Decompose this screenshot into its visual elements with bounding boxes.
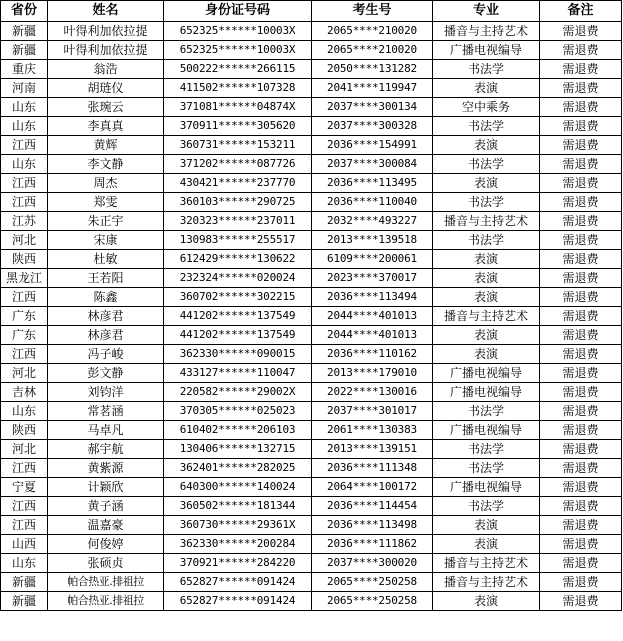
remark-cell[interactable]: 需退费 bbox=[540, 307, 622, 326]
name-cell[interactable]: 朱正宇 bbox=[48, 212, 164, 231]
province-cell[interactable]: 河北 bbox=[1, 231, 48, 250]
remark-cell[interactable]: 需退费 bbox=[540, 174, 622, 193]
exam-number-cell[interactable]: 6109****200061 bbox=[312, 250, 433, 269]
province-cell[interactable]: 新疆 bbox=[1, 592, 48, 611]
table-row bbox=[1, 174, 622, 193]
table-row bbox=[1, 193, 622, 212]
table-row bbox=[1, 269, 622, 288]
province-cell[interactable]: 河北 bbox=[1, 364, 48, 383]
province-cell[interactable]: 江西 bbox=[1, 345, 48, 364]
exam-number-cell[interactable]: 2065****210020 bbox=[312, 41, 433, 60]
exam-number-cell[interactable]: 2013****139151 bbox=[312, 440, 433, 459]
name-cell[interactable]: 计颖欣 bbox=[48, 478, 164, 497]
major-cell[interactable]: 表演 bbox=[433, 79, 540, 98]
province-cell[interactable]: 江西 bbox=[1, 516, 48, 535]
major-cell[interactable]: 空中乘务 bbox=[433, 98, 540, 117]
major-cell[interactable]: 广播电视编导 bbox=[433, 383, 540, 402]
province-cell[interactable]: 新疆 bbox=[1, 22, 48, 41]
exam-number-cell[interactable]: 2065****250258 bbox=[312, 573, 433, 592]
table-row bbox=[1, 497, 622, 516]
province-cell[interactable]: 山东 bbox=[1, 554, 48, 573]
exam-number-cell[interactable]: 2036****113498 bbox=[312, 516, 433, 535]
id-number-cell[interactable]: 320323******237011 bbox=[164, 212, 312, 231]
exam-number-cell[interactable]: 2036****110040 bbox=[312, 193, 433, 212]
province-cell[interactable]: 山东 bbox=[1, 98, 48, 117]
id-number-cell[interactable]: 360731******153211 bbox=[164, 136, 312, 155]
remark-cell[interactable]: 需退费 bbox=[540, 364, 622, 383]
province-cell[interactable]: 山西 bbox=[1, 535, 48, 554]
remark-cell[interactable]: 需退费 bbox=[540, 478, 622, 497]
table-row bbox=[1, 402, 622, 421]
header-name[interactable]: 姓名 bbox=[48, 1, 164, 22]
remark-cell[interactable]: 需退费 bbox=[540, 79, 622, 98]
table-row bbox=[1, 516, 622, 535]
id-number-cell[interactable]: 360502******181344 bbox=[164, 497, 312, 516]
province-cell[interactable]: 宁夏 bbox=[1, 478, 48, 497]
id-number-cell[interactable]: 500222******266115 bbox=[164, 60, 312, 79]
table-row bbox=[1, 345, 622, 364]
remark-cell[interactable]: 需退费 bbox=[540, 345, 622, 364]
major-cell[interactable]: 广播电视编导 bbox=[433, 41, 540, 60]
province-cell[interactable]: 江西 bbox=[1, 497, 48, 516]
id-number-cell[interactable]: 433127******110047 bbox=[164, 364, 312, 383]
name-cell[interactable]: 李文静 bbox=[48, 155, 164, 174]
exam-number-cell[interactable]: 2036****113494 bbox=[312, 288, 433, 307]
id-number-cell[interactable]: 362401******282025 bbox=[164, 459, 312, 478]
id-number-cell[interactable]: 360730******29361X bbox=[164, 516, 312, 535]
province-cell[interactable]: 陕西 bbox=[1, 421, 48, 440]
table-row bbox=[1, 383, 622, 402]
id-number-cell[interactable]: 652325******10003X bbox=[164, 41, 312, 60]
province-cell[interactable]: 吉林 bbox=[1, 383, 48, 402]
name-cell[interactable]: 宋康 bbox=[48, 231, 164, 250]
table-row bbox=[1, 231, 622, 250]
remark-cell[interactable]: 需退费 bbox=[540, 497, 622, 516]
major-cell[interactable]: 书法学 bbox=[433, 193, 540, 212]
major-cell[interactable]: 书法学 bbox=[433, 402, 540, 421]
major-cell[interactable]: 表演 bbox=[433, 326, 540, 345]
id-number-cell[interactable]: 652827******091424 bbox=[164, 592, 312, 611]
id-number-cell[interactable]: 441202******137549 bbox=[164, 307, 312, 326]
remark-cell[interactable]: 需退费 bbox=[540, 383, 622, 402]
name-cell[interactable]: 周杰 bbox=[48, 174, 164, 193]
major-cell[interactable]: 表演 bbox=[433, 516, 540, 535]
table-row bbox=[1, 60, 622, 79]
table-row bbox=[1, 307, 622, 326]
name-cell[interactable]: 温嘉豪 bbox=[48, 516, 164, 535]
province-cell[interactable]: 江西 bbox=[1, 174, 48, 193]
remark-cell[interactable]: 需退费 bbox=[540, 421, 622, 440]
id-number-cell[interactable]: 430421******237770 bbox=[164, 174, 312, 193]
remark-cell[interactable]: 需退费 bbox=[540, 212, 622, 231]
table-row bbox=[1, 212, 622, 231]
id-number-cell[interactable]: 362330******090015 bbox=[164, 345, 312, 364]
id-number-cell[interactable]: 220582******29002X bbox=[164, 383, 312, 402]
table-row bbox=[1, 79, 622, 98]
name-cell[interactable]: 帕合热亚.排祖拉 bbox=[48, 573, 164, 592]
province-cell[interactable]: 江西 bbox=[1, 136, 48, 155]
table-row bbox=[1, 554, 622, 573]
exam-number-cell[interactable]: 2044****401013 bbox=[312, 307, 433, 326]
major-cell[interactable]: 表演 bbox=[433, 136, 540, 155]
province-cell[interactable]: 江西 bbox=[1, 193, 48, 212]
exam-number-cell[interactable]: 2050****131282 bbox=[312, 60, 433, 79]
exam-number-cell[interactable]: 2036****114454 bbox=[312, 497, 433, 516]
major-cell[interactable]: 书法学 bbox=[433, 497, 540, 516]
exam-number-cell[interactable]: 2022****130016 bbox=[312, 383, 433, 402]
exam-number-cell[interactable]: 2037****300020 bbox=[312, 554, 433, 573]
id-number-cell[interactable]: 652325******10003X bbox=[164, 22, 312, 41]
name-cell[interactable]: 翁浩 bbox=[48, 60, 164, 79]
id-number-cell[interactable]: 360103******290725 bbox=[164, 193, 312, 212]
remark-cell[interactable]: 需退费 bbox=[540, 193, 622, 212]
name-cell[interactable]: 张琬云 bbox=[48, 98, 164, 117]
major-cell[interactable]: 广播电视编导 bbox=[433, 478, 540, 497]
table-row bbox=[1, 478, 622, 497]
id-number-cell[interactable]: 370911******305620 bbox=[164, 117, 312, 136]
remark-cell[interactable]: 需退费 bbox=[540, 516, 622, 535]
major-cell[interactable]: 书法学 bbox=[433, 155, 540, 174]
id-number-cell[interactable]: 441202******137549 bbox=[164, 326, 312, 345]
name-cell[interactable]: 李真真 bbox=[48, 117, 164, 136]
name-cell[interactable]: 黄紫源 bbox=[48, 459, 164, 478]
id-number-cell[interactable]: 411502******107328 bbox=[164, 79, 312, 98]
exam-number-cell[interactable]: 2023****370017 bbox=[312, 269, 433, 288]
table-row bbox=[1, 459, 622, 478]
remark-cell[interactable]: 需退费 bbox=[540, 60, 622, 79]
exam-number-cell[interactable]: 2064****100172 bbox=[312, 478, 433, 497]
id-number-cell[interactable]: 130406******132715 bbox=[164, 440, 312, 459]
table-row bbox=[1, 364, 622, 383]
name-cell[interactable]: 叶得利加依拉提 bbox=[48, 22, 164, 41]
name-cell[interactable]: 帕合热亚.排祖拉 bbox=[48, 592, 164, 611]
exam-number-cell[interactable]: 2061****130383 bbox=[312, 421, 433, 440]
remark-cell[interactable]: 需退费 bbox=[540, 250, 622, 269]
remark-cell[interactable]: 需退费 bbox=[540, 402, 622, 421]
id-number-cell[interactable]: 371081******04874X bbox=[164, 98, 312, 117]
province-cell[interactable]: 新疆 bbox=[1, 573, 48, 592]
remark-cell[interactable]: 需退费 bbox=[540, 573, 622, 592]
exam-number-cell[interactable]: 2036****111862 bbox=[312, 535, 433, 554]
name-cell[interactable]: 冯子峻 bbox=[48, 345, 164, 364]
exam-number-cell[interactable]: 2037****300134 bbox=[312, 98, 433, 117]
major-cell[interactable]: 广播电视编导 bbox=[433, 364, 540, 383]
remark-cell[interactable]: 需退费 bbox=[540, 440, 622, 459]
name-cell[interactable]: 郝宇航 bbox=[48, 440, 164, 459]
name-cell[interactable]: 刘钧洋 bbox=[48, 383, 164, 402]
name-cell[interactable]: 马卓凡 bbox=[48, 421, 164, 440]
remark-cell[interactable]: 需退费 bbox=[540, 117, 622, 136]
table-row bbox=[1, 421, 622, 440]
exam-number-cell[interactable]: 2037****301017 bbox=[312, 402, 433, 421]
province-cell[interactable]: 广东 bbox=[1, 326, 48, 345]
remark-cell[interactable]: 需退费 bbox=[540, 535, 622, 554]
province-cell[interactable]: 河南 bbox=[1, 79, 48, 98]
exam-number-cell[interactable]: 2044****401013 bbox=[312, 326, 433, 345]
major-cell[interactable]: 书法学 bbox=[433, 231, 540, 250]
remark-cell[interactable]: 需退费 bbox=[540, 459, 622, 478]
major-cell[interactable]: 表演 bbox=[433, 535, 540, 554]
table-row bbox=[1, 592, 622, 611]
province-cell[interactable]: 江苏 bbox=[1, 212, 48, 231]
table-row bbox=[1, 136, 622, 155]
major-cell[interactable]: 播音与主持艺术 bbox=[433, 212, 540, 231]
remark-cell[interactable]: 需退费 bbox=[540, 288, 622, 307]
province-cell[interactable]: 广东 bbox=[1, 307, 48, 326]
table-row bbox=[1, 250, 622, 269]
name-cell[interactable]: 林彦君 bbox=[48, 307, 164, 326]
name-cell[interactable]: 杜敏 bbox=[48, 250, 164, 269]
province-cell[interactable]: 山东 bbox=[1, 117, 48, 136]
name-cell[interactable]: 胡琏仪 bbox=[48, 79, 164, 98]
remark-cell[interactable]: 需退费 bbox=[540, 136, 622, 155]
remark-cell[interactable]: 需退费 bbox=[540, 22, 622, 41]
name-cell[interactable]: 张硕贞 bbox=[48, 554, 164, 573]
table-row bbox=[1, 326, 622, 345]
id-number-cell[interactable]: 360702******302215 bbox=[164, 288, 312, 307]
id-number-cell[interactable]: 652827******091424 bbox=[164, 573, 312, 592]
header-id-number[interactable]: 身份证号码 bbox=[164, 1, 312, 22]
province-cell[interactable]: 黑龙江 bbox=[1, 269, 48, 288]
major-cell[interactable]: 播音与主持艺术 bbox=[433, 307, 540, 326]
exam-number-cell[interactable]: 2032****493227 bbox=[312, 212, 433, 231]
major-cell[interactable]: 书法学 bbox=[433, 117, 540, 136]
header-major[interactable]: 专业 bbox=[433, 1, 540, 22]
remark-cell[interactable]: 需退费 bbox=[540, 155, 622, 174]
major-cell[interactable]: 播音与主持艺术 bbox=[433, 573, 540, 592]
remark-cell[interactable]: 需退费 bbox=[540, 98, 622, 117]
table-row bbox=[1, 440, 622, 459]
exam-number-cell[interactable]: 2036****111348 bbox=[312, 459, 433, 478]
major-cell[interactable]: 书法学 bbox=[433, 459, 540, 478]
remark-cell[interactable]: 需退费 bbox=[540, 326, 622, 345]
id-number-cell[interactable]: 370305******025023 bbox=[164, 402, 312, 421]
name-cell[interactable]: 常茗涵 bbox=[48, 402, 164, 421]
major-cell[interactable]: 广播电视编导 bbox=[433, 421, 540, 440]
header-row bbox=[1, 1, 622, 22]
exam-number-cell[interactable]: 2037****300084 bbox=[312, 155, 433, 174]
id-number-cell[interactable]: 612429******130622 bbox=[164, 250, 312, 269]
name-cell[interactable]: 王若阳 bbox=[48, 269, 164, 288]
province-cell[interactable]: 江西 bbox=[1, 288, 48, 307]
exam-number-cell[interactable]: 2065****250258 bbox=[312, 592, 433, 611]
major-cell[interactable]: 播音与主持艺术 bbox=[433, 22, 540, 41]
province-cell[interactable]: 河北 bbox=[1, 440, 48, 459]
table-row bbox=[1, 41, 622, 60]
exam-number-cell[interactable]: 2036****113495 bbox=[312, 174, 433, 193]
remark-cell[interactable]: 需退费 bbox=[540, 592, 622, 611]
province-cell[interactable]: 江西 bbox=[1, 459, 48, 478]
table-row bbox=[1, 535, 622, 554]
remark-cell[interactable]: 需退费 bbox=[540, 41, 622, 60]
exam-number-cell[interactable]: 2065****210020 bbox=[312, 22, 433, 41]
id-number-cell[interactable]: 232324******020024 bbox=[164, 269, 312, 288]
name-cell[interactable]: 黄辉 bbox=[48, 136, 164, 155]
id-number-cell[interactable]: 370921******284220 bbox=[164, 554, 312, 573]
id-number-cell[interactable]: 130983******255517 bbox=[164, 231, 312, 250]
province-cell[interactable]: 重庆 bbox=[1, 60, 48, 79]
name-cell[interactable]: 叶得利加依拉提 bbox=[48, 41, 164, 60]
province-cell[interactable]: 新疆 bbox=[1, 41, 48, 60]
remark-cell[interactable]: 需退费 bbox=[540, 231, 622, 250]
remark-cell[interactable]: 需退费 bbox=[540, 554, 622, 573]
id-number-cell[interactable]: 610402******206103 bbox=[164, 421, 312, 440]
exam-number-cell[interactable]: 2041****119947 bbox=[312, 79, 433, 98]
id-number-cell[interactable]: 640300******140024 bbox=[164, 478, 312, 497]
table-row bbox=[1, 573, 622, 592]
major-cell[interactable]: 表演 bbox=[433, 288, 540, 307]
remark-cell[interactable]: 需退费 bbox=[540, 269, 622, 288]
id-number-cell[interactable]: 362330******200284 bbox=[164, 535, 312, 554]
major-cell[interactable]: 表演 bbox=[433, 269, 540, 288]
province-cell[interactable]: 山东 bbox=[1, 402, 48, 421]
name-cell[interactable]: 黄子涵 bbox=[48, 497, 164, 516]
major-cell[interactable]: 表演 bbox=[433, 345, 540, 364]
exam-number-cell[interactable]: 2036****154991 bbox=[312, 136, 433, 155]
name-cell[interactable]: 郑雯 bbox=[48, 193, 164, 212]
province-cell[interactable]: 山东 bbox=[1, 155, 48, 174]
major-cell[interactable]: 书法学 bbox=[433, 440, 540, 459]
exam-number-cell[interactable]: 2013****139518 bbox=[312, 231, 433, 250]
exam-number-cell[interactable]: 2037****300328 bbox=[312, 117, 433, 136]
exam-number-cell[interactable]: 2013****179010 bbox=[312, 364, 433, 383]
table-row bbox=[1, 288, 622, 307]
header-remark[interactable]: 备注 bbox=[540, 1, 622, 22]
id-number-cell[interactable]: 371202******087726 bbox=[164, 155, 312, 174]
major-cell[interactable]: 表演 bbox=[433, 592, 540, 611]
table-body bbox=[1, 22, 622, 611]
table-row bbox=[1, 98, 622, 117]
exam-number-cell[interactable]: 2036****110162 bbox=[312, 345, 433, 364]
header-exam-number[interactable]: 考生号 bbox=[312, 1, 433, 22]
table-row bbox=[1, 22, 622, 41]
major-cell[interactable]: 表演 bbox=[433, 174, 540, 193]
major-cell[interactable]: 表演 bbox=[433, 250, 540, 269]
name-cell[interactable]: 陈鑫 bbox=[48, 288, 164, 307]
major-cell[interactable]: 书法学 bbox=[433, 60, 540, 79]
province-cell[interactable]: 陕西 bbox=[1, 250, 48, 269]
name-cell[interactable]: 何俊婷 bbox=[48, 535, 164, 554]
major-cell[interactable]: 播音与主持艺术 bbox=[433, 554, 540, 573]
name-cell[interactable]: 彭文静 bbox=[48, 364, 164, 383]
name-cell[interactable]: 林彦君 bbox=[48, 326, 164, 345]
table-row bbox=[1, 155, 622, 174]
header-province[interactable]: 省份 bbox=[1, 1, 48, 22]
table-row bbox=[1, 117, 622, 136]
